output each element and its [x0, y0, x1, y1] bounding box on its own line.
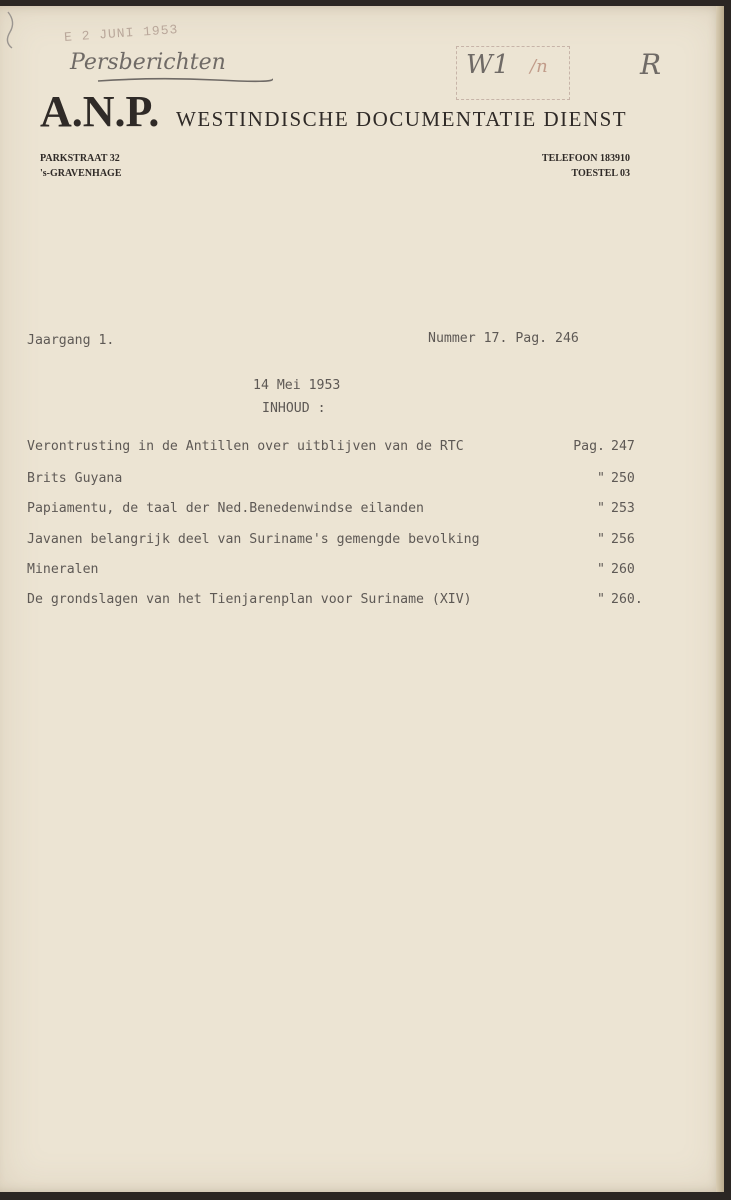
letterhead-subtitle: WESTINDISCHE DOCUMENTATIE DIENST	[176, 107, 628, 131]
list-item	[27, 439, 667, 459]
handwritten-underline	[96, 76, 276, 84]
page-prefix: Pag.	[573, 439, 605, 454]
date-stamp: E 2 JUNI 1953	[63, 22, 179, 45]
page-prefix: "	[597, 471, 605, 486]
page-number: 247	[611, 439, 635, 454]
issue-number: Nummer 17. Pag. 246	[428, 331, 579, 346]
article-title: Mineralen	[27, 562, 99, 577]
page-number: 260	[611, 562, 635, 577]
article-title: De grondslagen van het Tienjarenplan voor Suriname (XIV)	[27, 592, 472, 607]
address-block	[40, 151, 122, 181]
handwritten-box-note-2: /n	[530, 56, 548, 77]
page-number: 250	[611, 471, 635, 486]
article-title: Brits Guyana	[27, 471, 123, 486]
page-prefix: "	[597, 592, 605, 607]
page-prefix: "	[597, 532, 605, 547]
list-item	[27, 532, 667, 552]
page-prefix: "	[597, 562, 605, 577]
volume-label: Jaargang 1.	[27, 333, 115, 348]
anp-logo: A.N.P.	[40, 87, 160, 136]
handwritten-corner-note: R	[640, 48, 662, 81]
address-street: PARKSTRAAT 32	[40, 153, 120, 164]
list-item	[27, 501, 667, 521]
list-item	[27, 592, 667, 612]
page-prefix: "	[597, 501, 605, 516]
page-number: 253	[611, 501, 635, 516]
phone-number: TELEFOON 183910	[541, 153, 630, 164]
document-page	[0, 6, 724, 1192]
phone-block	[470, 151, 630, 181]
handwritten-note: Persberichten	[70, 50, 226, 75]
list-item	[27, 471, 667, 491]
issue-date: 14 Mei 1953	[253, 378, 341, 393]
page-number: 260.	[611, 592, 643, 607]
page-number: 256	[611, 532, 635, 547]
article-title: Javanen belangrijk deel van Suriname's gemengde bevolking	[27, 532, 480, 547]
article-title: Papiamentu, de taal der Ned.Benedenwindse eilanden	[27, 501, 424, 516]
phone-extension: TOESTEL 03	[571, 168, 630, 179]
page-edge	[716, 6, 724, 1192]
list-item	[27, 562, 667, 582]
article-title: Verontrusting in de Antillen over uitblijven van de RTC	[27, 439, 464, 454]
handwritten-box-note: W1	[466, 50, 510, 80]
margin-mark	[2, 10, 20, 50]
address-city: 's-GRAVENHAGE	[40, 168, 122, 179]
contents-heading: INHOUD :	[262, 401, 326, 416]
